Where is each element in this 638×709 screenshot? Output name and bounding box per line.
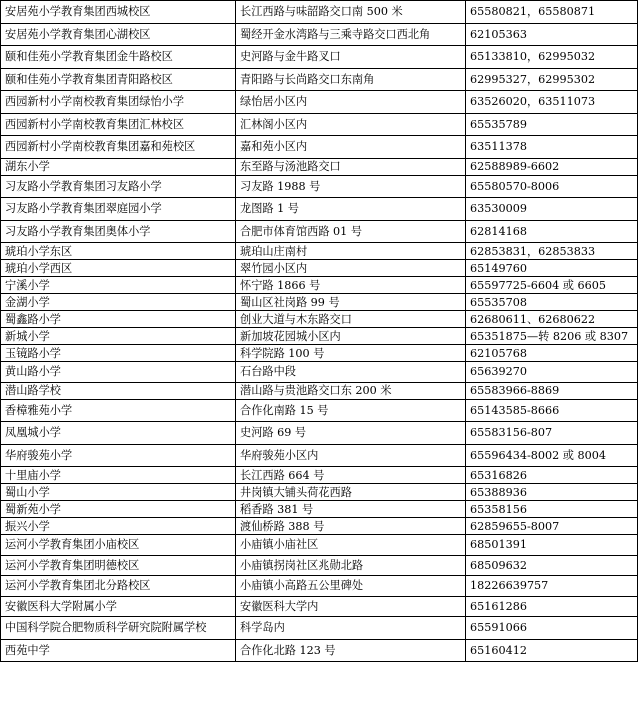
school-name-cell: 西园新村小学南校教育集团绿怡小学: [1, 91, 236, 114]
school-name-cell: 颐和佳苑小学教育集团金牛路校区: [1, 46, 236, 69]
address-cell: 小庙镇拐岗社区兆勋北路: [236, 555, 466, 576]
phone-cell: 62995327，62995302: [466, 68, 638, 91]
phone-cell: 65351875—转 8206 或 8307: [466, 328, 638, 345]
school-name-cell: 蜀山小学: [1, 484, 236, 501]
phone-cell: 62853831，62853833: [466, 243, 638, 260]
table-row: [1, 639, 638, 662]
table-row: [1, 382, 638, 399]
phone-cell: 65580821，65580871: [466, 1, 638, 24]
address-cell: 华府骏苑小区内: [236, 444, 466, 467]
table-row: [1, 198, 638, 221]
school-name-cell: 蜀鑫路小学: [1, 311, 236, 328]
phone-cell: 65596434-8002 或 8004: [466, 444, 638, 467]
table-row: [1, 220, 638, 243]
address-cell: 蜀山区社岗路 99 号: [236, 294, 466, 311]
phone-cell: 68501391: [466, 535, 638, 556]
phone-cell: 65149760: [466, 260, 638, 277]
address-cell: 小庙镇小高路五公里碑处: [236, 576, 466, 597]
phone-cell: 62105768: [466, 345, 638, 362]
table-row: [1, 345, 638, 362]
address-cell: 绿怡居小区内: [236, 91, 466, 114]
address-cell: 史河路 69 号: [236, 422, 466, 445]
school-name-cell: 颐和佳苑小学教育集团青阳路校区: [1, 68, 236, 91]
phone-cell: 65639270: [466, 362, 638, 383]
table-row: [1, 260, 638, 277]
address-cell: 史河路与金牛路叉口: [236, 46, 466, 69]
table-row: [1, 555, 638, 576]
phone-cell: 62588989-6602: [466, 158, 638, 175]
table-row: [1, 277, 638, 294]
phone-cell: 62680611、62680622: [466, 311, 638, 328]
address-cell: 习友路 1988 号: [236, 175, 466, 198]
phone-cell: 65583156-807: [466, 422, 638, 445]
address-cell: 渡仙桥路 388 号: [236, 518, 466, 535]
address-cell: 稻香路 381 号: [236, 501, 466, 518]
school-name-cell: 宁溪小学: [1, 277, 236, 294]
school-name-cell: 琥珀小学西区: [1, 260, 236, 277]
school-name-cell: 华府骏苑小学: [1, 444, 236, 467]
table-row: [1, 175, 638, 198]
table-row: [1, 328, 638, 345]
phone-cell: 65597725-6604 或 6605: [466, 277, 638, 294]
address-cell: 合作化北路 123 号: [236, 639, 466, 662]
school-name-cell: 西苑中学: [1, 639, 236, 662]
phone-cell: 65535789: [466, 113, 638, 136]
table-row: [1, 362, 638, 383]
table-row: [1, 501, 638, 518]
phone-cell: 65591066: [466, 617, 638, 640]
school-name-cell: 蜀新苑小学: [1, 501, 236, 518]
school-name-cell: 香樟雅苑小学: [1, 399, 236, 422]
phone-cell: 62859655-8007: [466, 518, 638, 535]
address-cell: 青阳路与长尚路交口东南角: [236, 68, 466, 91]
address-cell: 潜山路与贵池路交口东 200 米: [236, 382, 466, 399]
school-name-cell: 安居苑小学教育集团西城校区: [1, 1, 236, 24]
table-row: [1, 399, 638, 422]
school-name-cell: 琥珀小学东区: [1, 243, 236, 260]
phone-cell: 63530009: [466, 198, 638, 221]
school-name-cell: 习友路小学教育集团奥体小学: [1, 220, 236, 243]
school-name-cell: 玉镜路小学: [1, 345, 236, 362]
address-cell: 怀宁路 1866 号: [236, 277, 466, 294]
address-cell: 东至路与汤池路交口: [236, 158, 466, 175]
address-cell: 嘉和苑小区内: [236, 136, 466, 159]
address-cell: 小庙镇小庙社区: [236, 535, 466, 556]
school-name-cell: 安徽医科大学附属小学: [1, 596, 236, 617]
phone-cell: 65580570-8006: [466, 175, 638, 198]
table-row: [1, 518, 638, 535]
table-row: [1, 311, 638, 328]
table-row: [1, 243, 638, 260]
phone-cell: 62105363: [466, 23, 638, 46]
phone-cell: 63511378: [466, 136, 638, 159]
address-cell: 创业大道与木东路交口: [236, 311, 466, 328]
phone-cell: 65388936: [466, 484, 638, 501]
school-name-cell: 西园新村小学南校教育集团汇林校区: [1, 113, 236, 136]
table-row: [1, 91, 638, 114]
phone-cell: 65358156: [466, 501, 638, 518]
table-row: [1, 444, 638, 467]
table-row: [1, 294, 638, 311]
address-cell: 长江西路 664 号: [236, 467, 466, 484]
address-cell: 合作化南路 15 号: [236, 399, 466, 422]
school-name-cell: 习友路小学教育集团翠庭园小学: [1, 198, 236, 221]
phone-cell: 65161286: [466, 596, 638, 617]
school-name-cell: 金湖小学: [1, 294, 236, 311]
phone-cell: 65160412: [466, 639, 638, 662]
phone-cell: 68509632: [466, 555, 638, 576]
school-name-cell: 安居苑小学教育集团心湖校区: [1, 23, 236, 46]
address-cell: 汇林阁小区内: [236, 113, 466, 136]
school-name-cell: 运河小学教育集团明德校区: [1, 555, 236, 576]
address-cell: 井岗镇大铺头荷花西路: [236, 484, 466, 501]
address-cell: 科学岛内: [236, 617, 466, 640]
address-cell: 蜀经开金水湾路与三乘寺路交口西北角: [236, 23, 466, 46]
address-cell: 科学院路 100 号: [236, 345, 466, 362]
school-name-cell: 振兴小学: [1, 518, 236, 535]
table-row: [1, 23, 638, 46]
phone-cell: 65133810，62995032: [466, 46, 638, 69]
school-name-cell: 西园新村小学南校教育集团嘉和苑校区: [1, 136, 236, 159]
school-name-cell: 湖东小学: [1, 158, 236, 175]
school-name-cell: 运河小学教育集团北分路校区: [1, 576, 236, 597]
address-cell: 琥珀山庄南村: [236, 243, 466, 260]
address-cell: 龙图路 1 号: [236, 198, 466, 221]
table-row: [1, 467, 638, 484]
table-row: [1, 46, 638, 69]
school-name-cell: 黄山路小学: [1, 362, 236, 383]
school-name-cell: 凤凰城小学: [1, 422, 236, 445]
table-row: [1, 113, 638, 136]
school-name-cell: 潜山路学校: [1, 382, 236, 399]
school-name-cell: 习友路小学教育集团习友路小学: [1, 175, 236, 198]
address-cell: 石台路中段: [236, 362, 466, 383]
address-cell: 翠竹园小区内: [236, 260, 466, 277]
table-row: [1, 617, 638, 640]
table-row: [1, 158, 638, 175]
school-name-cell: 十里庙小学: [1, 467, 236, 484]
table-row: [1, 535, 638, 556]
school-table-body: [1, 1, 638, 662]
school-name-cell: 运河小学教育集团小庙校区: [1, 535, 236, 556]
school-name-cell: 中国科学院合肥物质科学研究院附属学校: [1, 617, 236, 640]
phone-cell: 65535708: [466, 294, 638, 311]
address-cell: 长江西路与味韶路交口南 500 米: [236, 1, 466, 24]
table-row: [1, 422, 638, 445]
phone-cell: 65316826: [466, 467, 638, 484]
phone-cell: 62814168: [466, 220, 638, 243]
school-name-cell: 新城小学: [1, 328, 236, 345]
table-row: [1, 596, 638, 617]
address-cell: 新加坡花园城小区内: [236, 328, 466, 345]
phone-cell: 65583966-8869: [466, 382, 638, 399]
table-row: [1, 576, 638, 597]
phone-cell: 18226639757: [466, 576, 638, 597]
phone-cell: 63526020，63511073: [466, 91, 638, 114]
phone-cell: 65143585-8666: [466, 399, 638, 422]
table-row: [1, 1, 638, 24]
address-cell: 安徽医科大学内: [236, 596, 466, 617]
address-cell: 合肥市体育馆西路 01 号: [236, 220, 466, 243]
table-row: [1, 68, 638, 91]
table-row: [1, 484, 638, 501]
table-row: [1, 136, 638, 159]
